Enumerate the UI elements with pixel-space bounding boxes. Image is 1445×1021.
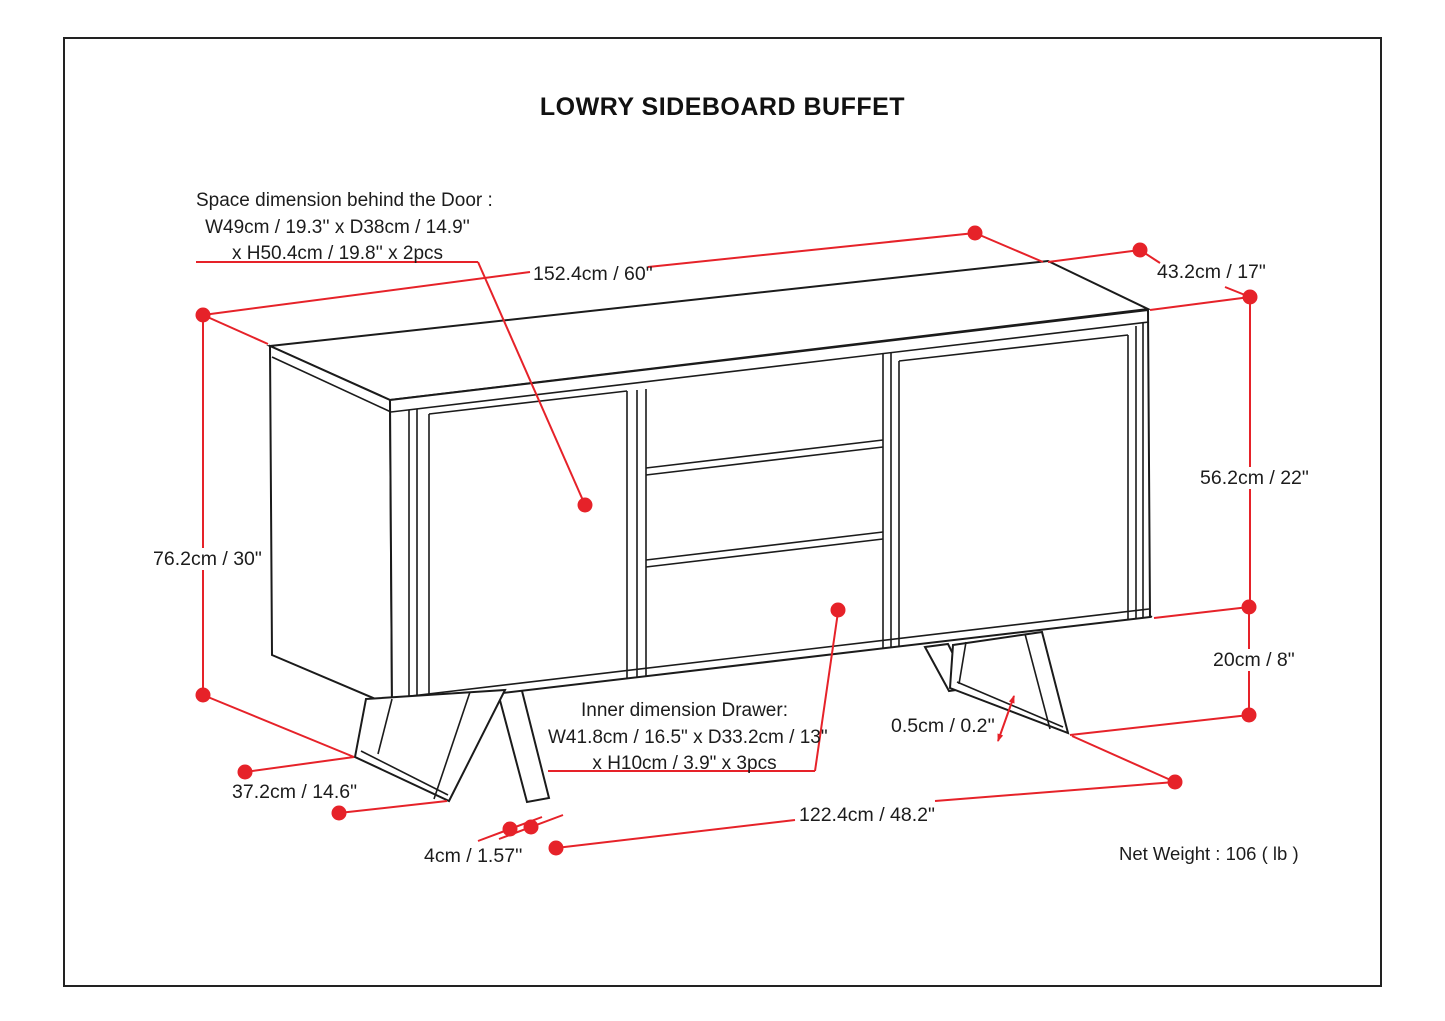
front-left-leg [355,690,505,801]
drawer-inner-line3: x H10cm / 3.9" x 3pcs [592,753,777,774]
drawer-inner-line2: W41.8cm / 16.5" x D33.2cm / 13" [548,726,828,748]
door-space-line1: Space dimension behind the Door : [196,190,493,211]
page-title: LOWRY SIDEBOARD BUFFET [539,93,906,121]
dim-dot [1168,775,1183,790]
door-space-note [196,188,493,268]
drawer-callout-dot [831,603,846,618]
dim-dot [238,765,253,780]
dim-dot [332,806,347,821]
dim-overall-width: 152.4cm / 60" [533,263,653,285]
dim-foot-width: 4cm / 1.57'' [424,845,523,867]
dim-overall-depth: 43.2cm / 17" [1157,261,1266,283]
dim-dot [1133,243,1148,258]
drawer-inner-line1: Inner dimension Drawer: [581,700,788,721]
door-space-line3: x H50.4cm / 19.8'' x 2pcs [231,243,444,264]
dim-dot [1242,708,1257,723]
dim-foot-thickness: 0.5cm / 0.2'' [891,715,995,737]
door-space-line2: W49cm / 19.3'' x D38cm / 14.9'' [205,216,470,238]
dim-dot [1243,290,1258,305]
dim-dot [503,822,518,837]
dim-dot [1242,600,1257,615]
rear-left-leg [497,687,549,802]
dim-leg-depth: 37.2cm / 14.6" [232,781,358,803]
dim-dot [196,308,211,323]
door-callout-dot [578,498,593,513]
dim-dot [968,226,983,241]
width-leader-right [648,233,975,267]
dim-dot [524,820,539,835]
width-leader-left [203,272,530,315]
dim-body-height: 56.2cm / 22" [1196,467,1313,489]
dim-leg-span-width: 122.4cm / 48.2" [799,804,935,826]
dim-dot [196,688,211,703]
net-weight-label: Net Weight : 106 ( lb ) [1119,843,1299,864]
drawer-inner-note [548,698,828,778]
dim-leg-height: 20cm / 8" [1209,649,1299,671]
dim-dot [549,841,564,856]
cabinet-left-panel [270,346,392,706]
dim-overall-height: 76.2cm / 30" [149,548,266,570]
